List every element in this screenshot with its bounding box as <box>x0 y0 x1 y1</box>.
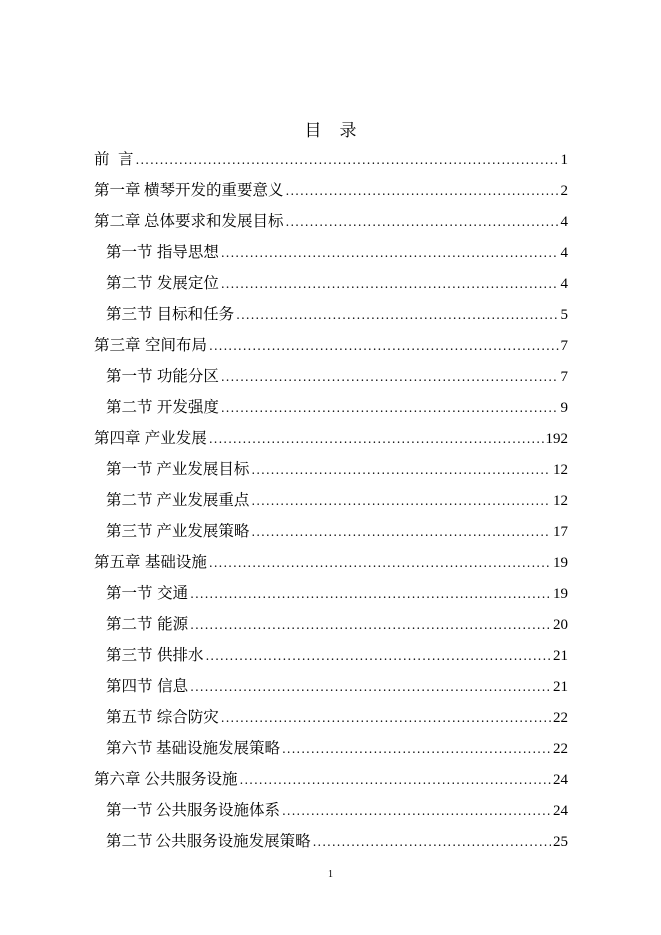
toc-entry-page: 17 <box>553 524 568 540</box>
toc-leader-dots <box>282 734 551 765</box>
toc-entry-number: 第五节 <box>106 708 153 726</box>
toc-entry-number: 第一节 <box>106 584 153 602</box>
toc-leader-dots <box>209 331 558 362</box>
toc-leader-dots <box>313 827 551 858</box>
toc-entry[interactable] <box>94 330 568 361</box>
toc-entry[interactable] <box>94 826 568 857</box>
toc-leader-dots <box>209 548 551 579</box>
toc-entry[interactable] <box>94 764 568 795</box>
toc-entry-number: 第三节 <box>106 522 153 540</box>
toc-leader-dots <box>221 238 559 269</box>
toc-entry-title: 总体要求和发展目标 <box>144 212 284 230</box>
toc-entry[interactable] <box>94 547 568 578</box>
toc-entry[interactable] <box>94 423 568 454</box>
toc-entry-page: 1 <box>560 152 568 168</box>
toc-entry-title: 言 <box>118 150 134 168</box>
toc-leader-dots <box>236 300 558 331</box>
toc-entry-page: 24 <box>553 803 568 819</box>
toc-entry-page: 12 <box>553 462 568 478</box>
toc-entry-number: 第四章 <box>94 429 141 447</box>
toc-entry-title: 产业发展重点 <box>156 491 250 509</box>
toc-leader-dots <box>190 610 551 641</box>
toc-leader-dots <box>209 424 544 455</box>
toc-entry-number: 第二节 <box>106 491 153 509</box>
toc-entry-title: 公共服务设施 <box>144 770 238 788</box>
toc-entry[interactable] <box>94 578 568 609</box>
toc-entry-page: 24 <box>553 772 568 788</box>
toc-entry-title: 开发强度 <box>156 398 219 416</box>
toc-entry[interactable] <box>94 640 568 671</box>
toc-entry-title: 综合防灾 <box>156 708 219 726</box>
toc-entry-title: 能源 <box>157 615 189 633</box>
toc-entry[interactable] <box>94 299 568 330</box>
toc-entry-title: 空间布局 <box>145 336 208 354</box>
toc-entry-page: 7 <box>560 338 568 354</box>
toc-entry-number: 第二章 <box>94 212 141 230</box>
toc-entry-number: 第二节 <box>106 832 153 850</box>
toc-entry[interactable] <box>94 268 568 299</box>
toc-entry-number: 第六章 <box>94 770 141 788</box>
toc-leader-dots <box>286 207 559 238</box>
toc-entry-page: 4 <box>560 276 568 292</box>
toc-entry-number: 第一节 <box>106 801 153 819</box>
toc-leader-dots <box>190 672 551 703</box>
toc-entry-page: 4 <box>560 214 568 230</box>
toc-entry[interactable] <box>94 795 568 826</box>
toc-entry-number: 第三章 <box>94 336 141 354</box>
toc-leader-dots <box>251 455 551 486</box>
toc-entry-title: 基础设施发展策略 <box>155 739 280 757</box>
toc-entry[interactable] <box>94 733 568 764</box>
toc-entry-title: 指导思想 <box>156 243 219 261</box>
toc-leader-dots <box>190 579 551 610</box>
toc-leader-dots <box>251 517 551 548</box>
toc-leader-dots <box>205 641 551 672</box>
toc-entry-number: 第一节 <box>106 243 153 261</box>
table-of-contents <box>94 144 568 857</box>
toc-entry-number: 第一节 <box>106 367 153 385</box>
toc-entry-title: 基础设施 <box>144 553 207 571</box>
toc-entry-number: 第四节 <box>106 677 153 695</box>
footer-page-number: 1 <box>328 869 333 880</box>
toc-entry[interactable] <box>94 454 568 485</box>
toc-leader-dots <box>221 393 559 424</box>
toc-leader-dots <box>251 486 551 517</box>
toc-entry[interactable] <box>94 485 568 516</box>
title-char-right: 录 <box>339 121 357 141</box>
toc-entry-number: 第三节 <box>106 305 153 323</box>
toc-entry[interactable] <box>94 144 568 175</box>
toc-entry[interactable] <box>94 609 568 640</box>
toc-entry-page: 9 <box>560 400 568 416</box>
toc-leader-dots <box>221 362 559 393</box>
toc-entry-page: 4 <box>560 245 568 261</box>
toc-entry-page: 2 <box>560 183 568 199</box>
toc-entry-title: 目标和任务 <box>156 305 235 323</box>
toc-leader-dots <box>136 145 559 176</box>
toc-entry-title: 公共服务设施发展策略 <box>155 832 311 850</box>
toc-entry-title: 供排水 <box>156 646 204 664</box>
toc-entry-number: 前 <box>94 150 110 168</box>
page-title <box>0 116 661 141</box>
toc-entry-number: 第二节 <box>106 615 153 633</box>
toc-entry-page: 7 <box>560 369 568 385</box>
toc-entry[interactable] <box>94 671 568 702</box>
toc-entry-title: 横琴开发的重要意义 <box>144 181 284 199</box>
toc-entry[interactable] <box>94 361 568 392</box>
toc-leader-dots <box>221 703 551 734</box>
toc-entry-title: 发展定位 <box>156 274 219 292</box>
toc-entry[interactable] <box>94 175 568 206</box>
toc-entry-page: 192 <box>545 431 568 447</box>
toc-leader-dots <box>282 796 551 827</box>
toc-entry-number: 第五章 <box>94 553 141 571</box>
toc-entry-number: 第一节 <box>106 460 153 478</box>
toc-entry-number: 第二节 <box>106 274 153 292</box>
toc-entry-page: 20 <box>553 617 568 633</box>
toc-entry-page: 19 <box>553 555 568 571</box>
toc-entry-title: 信息 <box>157 677 189 695</box>
toc-entry-number: 第六节 <box>106 739 153 757</box>
toc-entry-title: 产业发展 <box>144 429 207 447</box>
toc-entry-page: 22 <box>553 741 568 757</box>
toc-entry-page: 22 <box>553 710 568 726</box>
toc-entry-page: 21 <box>553 648 568 664</box>
toc-leader-dots <box>240 765 551 796</box>
toc-entry-number: 第一章 <box>94 181 141 199</box>
toc-entry-number: 第三节 <box>106 646 153 664</box>
toc-entry-page: 5 <box>560 307 568 323</box>
toc-entry-title: 功能分区 <box>156 367 219 385</box>
toc-leader-dots <box>221 269 559 300</box>
toc-leader-dots <box>286 176 559 207</box>
toc-entry[interactable] <box>94 516 568 547</box>
toc-entry-title: 交通 <box>157 584 189 602</box>
toc-entry-page: 19 <box>553 586 568 602</box>
toc-entry-title: 公共服务设施体系 <box>155 801 280 819</box>
toc-entry-page: 12 <box>553 493 568 509</box>
toc-entry-title: 产业发展策略 <box>156 522 250 540</box>
toc-entry[interactable] <box>94 702 568 733</box>
toc-entry-number: 第二节 <box>106 398 153 416</box>
toc-entry-title: 产业发展目标 <box>156 460 250 478</box>
toc-entry-page: 21 <box>553 679 568 695</box>
toc-entry-page: 25 <box>553 834 568 850</box>
toc-entry[interactable] <box>94 392 568 423</box>
title-char-left: 目 <box>304 121 322 141</box>
toc-entry[interactable] <box>94 206 568 237</box>
toc-entry[interactable] <box>94 237 568 268</box>
